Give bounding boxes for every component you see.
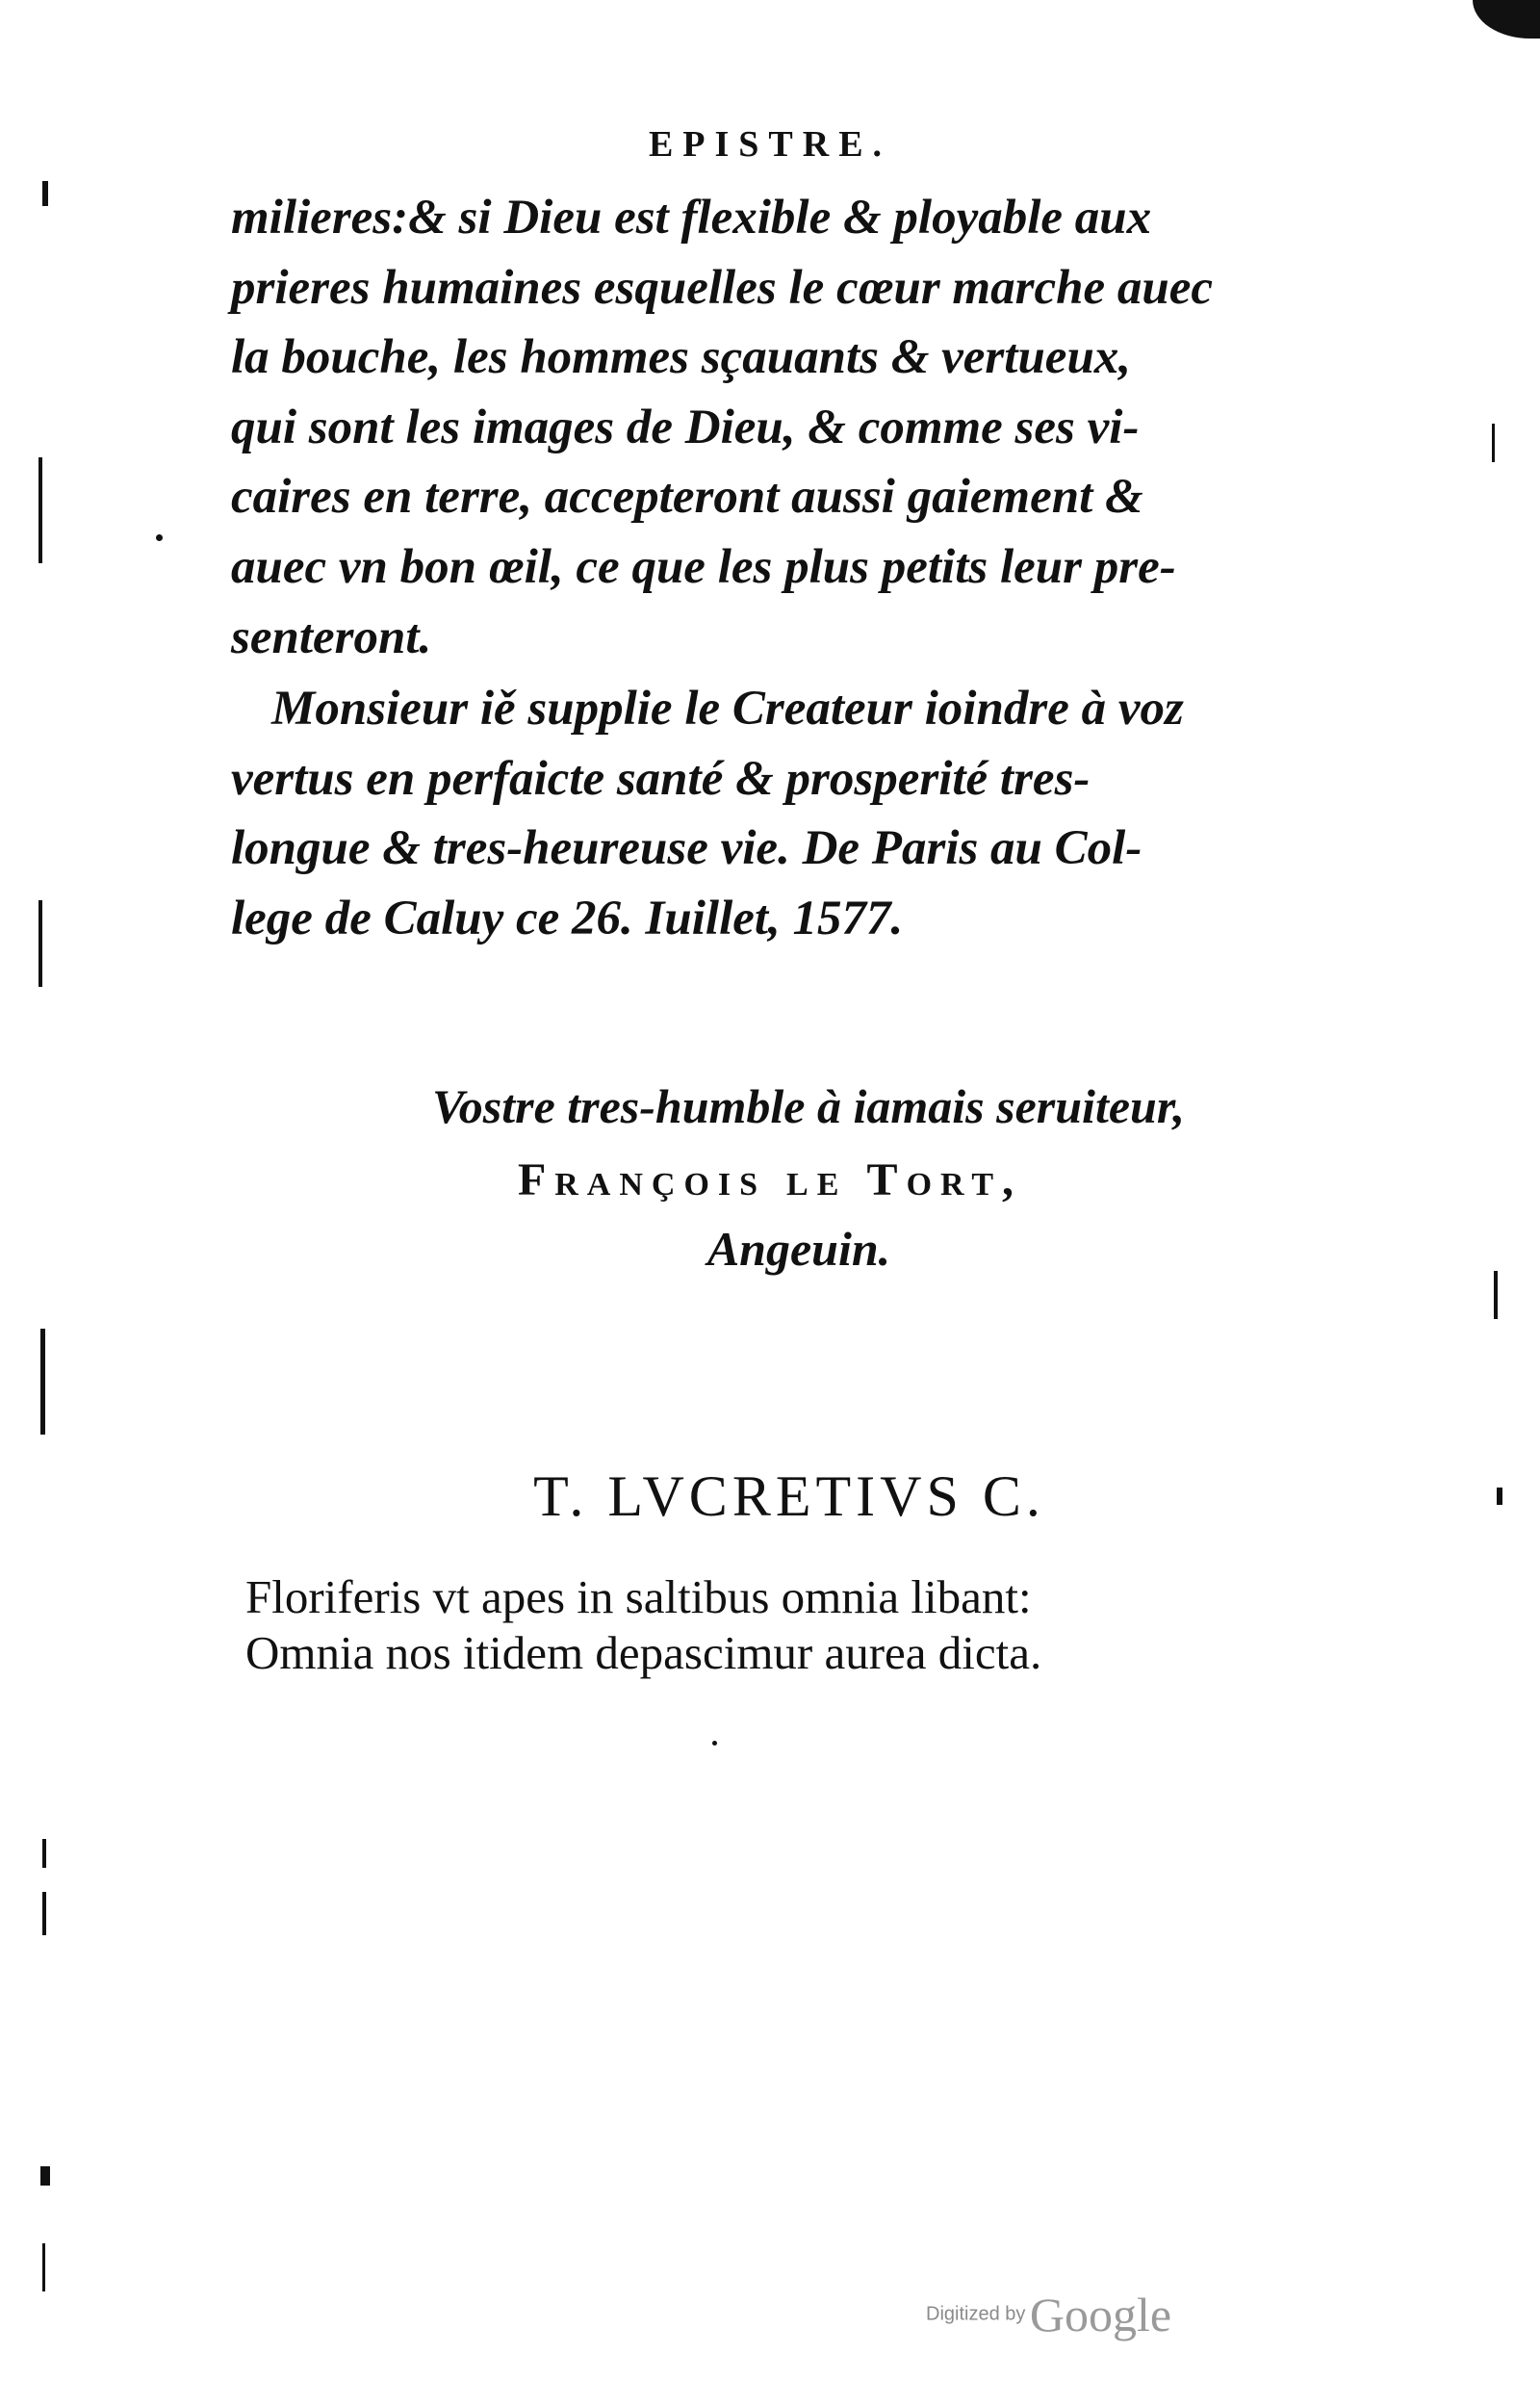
margin-mark xyxy=(42,1839,46,1868)
text-line: lege de Caluy ce 26. Iuillet, 1577. xyxy=(231,891,904,945)
page-corner-shadow xyxy=(1473,0,1540,39)
digitized-watermark xyxy=(926,2287,1171,2342)
verse-line: Floriferis vt apes in saltibus omnia libant: xyxy=(245,1570,1032,1623)
signature-closing: Vostre tres-humble à iamais seruiteur, xyxy=(431,1079,1186,1133)
text-line: qui sont les images de Dieu, & comme ses vi- xyxy=(231,400,1140,454)
margin-mark xyxy=(38,457,42,563)
text-line: auec vn bon œil, ce que les plus petits leur pre- xyxy=(231,539,1176,594)
signature-name: François le Tort, xyxy=(517,1154,1023,1205)
quote-heading: T. LVCRETIVS C. xyxy=(533,1464,1045,1528)
text-line: prieres humaines esquelles le cœur marche auec xyxy=(231,260,1213,315)
margin-mark xyxy=(42,1892,46,1935)
margin-mark xyxy=(40,1329,45,1435)
epistle-paragraph-1 xyxy=(231,183,1251,672)
margin-mark xyxy=(1494,1271,1498,1319)
margin-mark xyxy=(38,900,42,987)
quote-verse xyxy=(245,1569,1256,1681)
margin-mark xyxy=(156,534,163,541)
margin-mark xyxy=(1492,424,1495,462)
watermark-brand: Google xyxy=(1029,2288,1172,2342)
margin-mark xyxy=(40,2166,50,2186)
text-line: la bouche, les hommes sçauants & vertueux, xyxy=(231,330,1132,385)
text-line: senteront. xyxy=(231,609,432,664)
text-line: caires en terre, accepteront aussi gaiement & xyxy=(231,470,1143,525)
verse-line: Omnia nos itidem depascimur aurea dicta. xyxy=(245,1626,1042,1679)
watermark-prefix: Digitized by xyxy=(926,2303,1026,2325)
epistle-paragraph-2 xyxy=(231,674,1251,953)
text-line: vertus en perfaicte santé & prosperité tres- xyxy=(231,751,1091,806)
text-line: longue & tres-heureuse vie. De Paris au Col- xyxy=(231,821,1142,876)
text-line: milieres:& si Dieu est flexible & ployable aux xyxy=(231,191,1152,245)
signature-origin: Angeuin. xyxy=(706,1222,891,1276)
margin-mark xyxy=(42,2243,45,2291)
margin-mark xyxy=(712,1741,717,1746)
margin-mark xyxy=(42,181,48,206)
text-line: Monsieur iě supplie le Createur ioindre à voz xyxy=(271,682,1184,736)
running-title: EPISTRE. xyxy=(648,124,892,165)
